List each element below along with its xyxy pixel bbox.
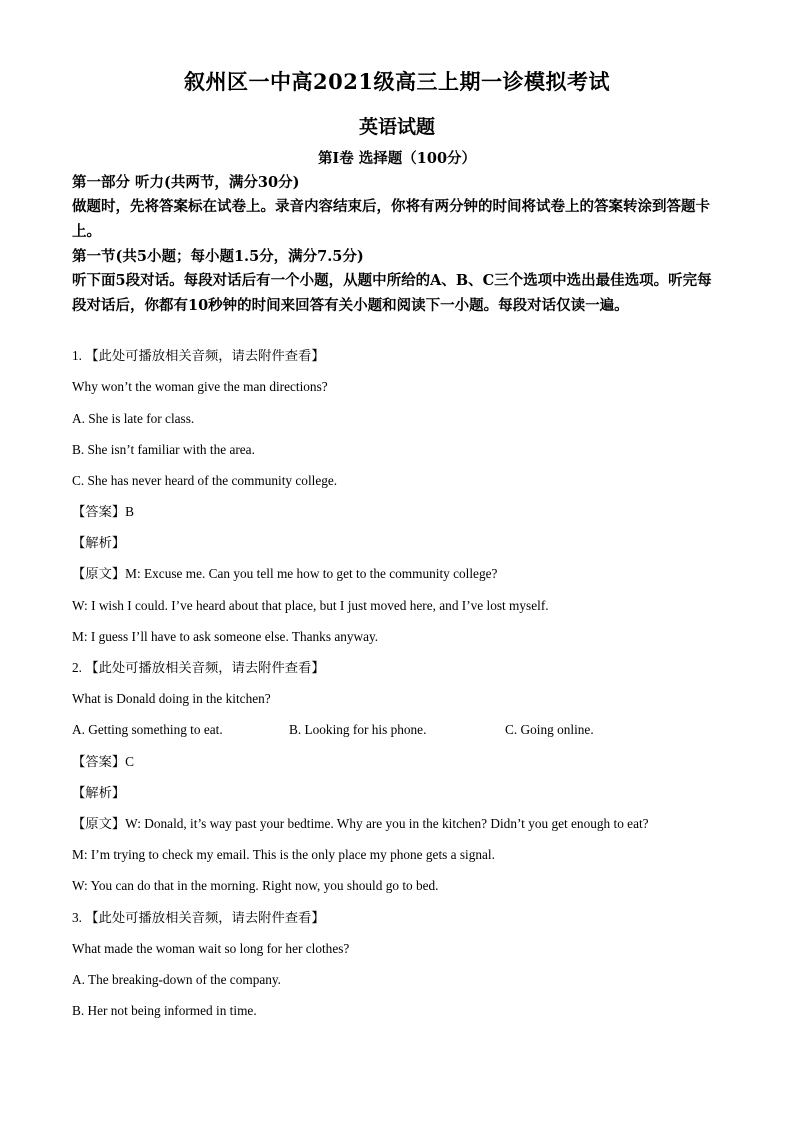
question-2-label: 2. 【此处可播放相关音频，请去附件查看】 [72, 660, 325, 675]
subject-title: 英语试题 [358, 116, 435, 138]
question-1-text: Why won’t the woman give the man directions? [72, 379, 328, 394]
question-1-script-2: W: I wish I could. I’ve heard about that place, but I just moved here, and I’ve lost myself. [72, 598, 549, 613]
question-1-script-1: 【原文】M: Excuse me. Can you tell me how to get to the community college? [72, 566, 498, 581]
question-2-script-2: M: I’m trying to check my email. This is the only place my phone gets a signal. [72, 847, 495, 862]
question-2-option-a: A. Getting something to eat. [72, 722, 223, 737]
section-heading: 第一节(共5小题；每小题1.5分，满分7.5分) [72, 248, 364, 265]
question-1-script-3: M: I guess I’ll have to ask someone else. Thanks anyway. [72, 629, 379, 644]
question-1-option-a: A. She is late for class. [72, 411, 195, 426]
question-3-label: 3. 【此处可播放相关音频，请去附件查看】 [72, 910, 325, 925]
question-1-option-b: B. She isn’t familiar with the area. [72, 442, 255, 457]
question-2-analysis: 【解析】 [72, 785, 126, 800]
listening-directions: 听下面5段对话。每段对话后有一个小题，从题中所给的A、B、C三个选项中选出最佳选项。听完每段对话后，你都有10秒钟的时间来回答有关小题和阅读下一小题。每段对话仅读一遍。 [72, 272, 712, 314]
answer-note: 做题时，先将答案标在试卷上。录音内容结束后，你将有两分钟的时间将试卷上的答案转涂到答题卡上。 [72, 198, 710, 240]
exam-title: 叙州区一中高2021级高三上期一诊模拟考试 [184, 69, 610, 94]
question-2-option-c: C. Going online. [505, 722, 594, 737]
question-3-option-b: B. Her not being informed in time. [72, 1003, 257, 1018]
question-3-text: What made the woman wait so long for her clothes? [72, 941, 350, 956]
volume-title: 第I卷 选择题（100分） [317, 150, 477, 167]
question-1-label: 1. 【此处可播放相关音频，请去附件查看】 [72, 348, 325, 363]
question-2-answer: 【答案】C [72, 754, 135, 769]
question-1-analysis: 【解析】 [72, 535, 126, 550]
part-heading: 第一部分 听力(共两节，满分30分) [72, 174, 300, 191]
question-2-script-3: W: You can do that in the morning. Right now, you should go to bed. [72, 878, 439, 893]
question-2-option-b: B. Looking for his phone. [289, 722, 427, 737]
question-2-text: What is Donald doing in the kitchen? [72, 691, 271, 706]
question-1-option-c: C. She has never heard of the community college. [72, 473, 338, 488]
question-2-script-1: 【原文】W: Donald, it’s way past your bedtime. Why are you in the kitchen? Didn’t you get enough to eat? [72, 816, 649, 831]
question-3-option-a: A. The breaking-down of the company. [72, 972, 281, 987]
question-1-answer: 【答案】B [72, 504, 135, 519]
